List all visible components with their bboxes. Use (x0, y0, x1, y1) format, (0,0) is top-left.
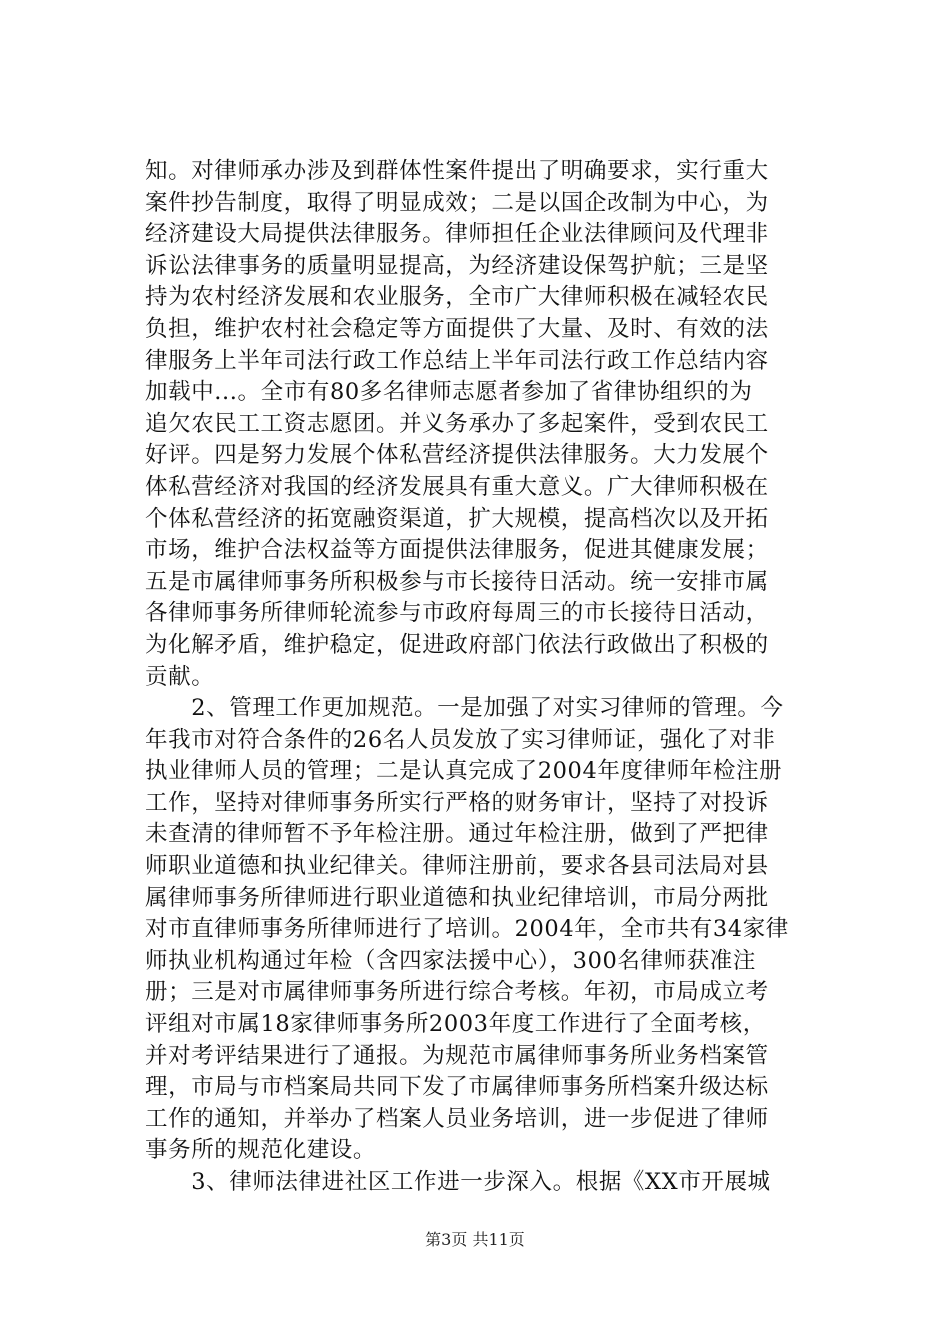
text-line: 贡献。 (145, 663, 215, 690)
text-line: 为化解矛盾，维护稳定，促进政府部门依法行政做出了积极的 (145, 631, 769, 658)
page-footer (0, 1230, 950, 1250)
text-line: 并对考评结果进行了通报。为规范市属律师事务所业务档案管 (145, 1042, 769, 1069)
text-line: 师职业道德和执业纪律关。律师注册前，要求各县司法局对县 (145, 853, 769, 880)
text-line: 评组对市属18家律师事务所2003年度工作进行了全面考核， (145, 1011, 766, 1038)
text-line: 执业律师人员的管理；二是认真完成了2004年度律师年检注册 (145, 758, 783, 785)
text-line: 工作，坚持对律师事务所实行严格的财务审计，坚持了对投诉 (145, 789, 769, 816)
text-line: 持为农村经济发展和农业服务，全市广大律师积极在减轻农民 (145, 284, 769, 311)
paragraph-start-line: 3、律师法律进社区工作进一步深入。根据《XX市开展城 (145, 1169, 771, 1195)
text-line: 工作的通知，并举办了档案人员业务培训，进一步促进了律师 (145, 1105, 769, 1132)
page-number: 第3页 共11页 (425, 1230, 525, 1249)
text-line: 知。对律师承办涉及到群体性案件提出了明确要求，实行重大 (145, 158, 769, 184)
text-line: 事务所的规范化建设。 (145, 1137, 377, 1164)
text-line: 年我市对符合条件的26名人员发放了实习律师证，强化了对非 (145, 726, 776, 753)
text-line: 各律师事务所律师轮流参与市政府每周三的市长接待日活动， (145, 600, 769, 627)
text-line: 师执业机构通过年检（含四家法援中心），300名律师获准注 (145, 947, 756, 974)
text-line: 体私营经济对我国的经济发展具有重大意义。广大律师积极在 (145, 473, 769, 500)
text-line: 对市直律师事务所律师进行了培训。2004年，全市共有34家律 (145, 916, 789, 943)
paragraph-start-line: 2、管理工作更加规范。一是加强了对实习律师的管理。今 (145, 695, 784, 722)
text-line: 五是市属律师事务所积极参与市长接待日活动。统一安排市属 (145, 568, 769, 595)
text-line: 追欠农民工工资志愿团。并义务承办了多起案件，受到农民工 (145, 410, 769, 437)
text-line: 律服务上半年司法行政工作总结上半年司法行政工作总结内容 (145, 347, 769, 374)
text-line: 个体私营经济的拓宽融资渠道，扩大规模，提高档次以及开拓 (145, 505, 769, 532)
text-line: 属律师事务所律师进行职业道德和执业纪律培训，市局分两批 (145, 884, 769, 911)
text-line: 好评。四是努力发展个体私营经济提供法律服务。大力发展个 (145, 442, 769, 469)
text-line: 负担，维护农村社会稳定等方面提供了大量、及时、有效的法 (145, 315, 769, 342)
text-line: 市场，维护合法权益等方面提供法律服务，促进其健康发展； (145, 537, 769, 564)
text-line: 案件抄告制度，取得了明显成效；二是以国企改制为中心，为 (145, 189, 769, 216)
text-line: 未查清的律师暂不予年检注册。通过年检注册，做到了严把律 (145, 821, 769, 848)
text-line: 诉讼法律事务的质量明显提高，为经济建设保驾护航；三是坚 (145, 252, 769, 279)
text-line: 经济建设大局提供法律服务。律师担任企业法律顾问及代理非 (145, 221, 769, 248)
body-text (145, 156, 810, 1199)
text-line: 理，市局与市档案局共同下发了市属律师事务所档案升级达标 (145, 1074, 769, 1101)
text-line: 加载中...。全市有80多名律师志愿者参加了省律协组织的为 (145, 379, 753, 406)
text-line: 册；三是对市属律师事务所进行综合考核。年初，市局成立考 (145, 979, 769, 1006)
